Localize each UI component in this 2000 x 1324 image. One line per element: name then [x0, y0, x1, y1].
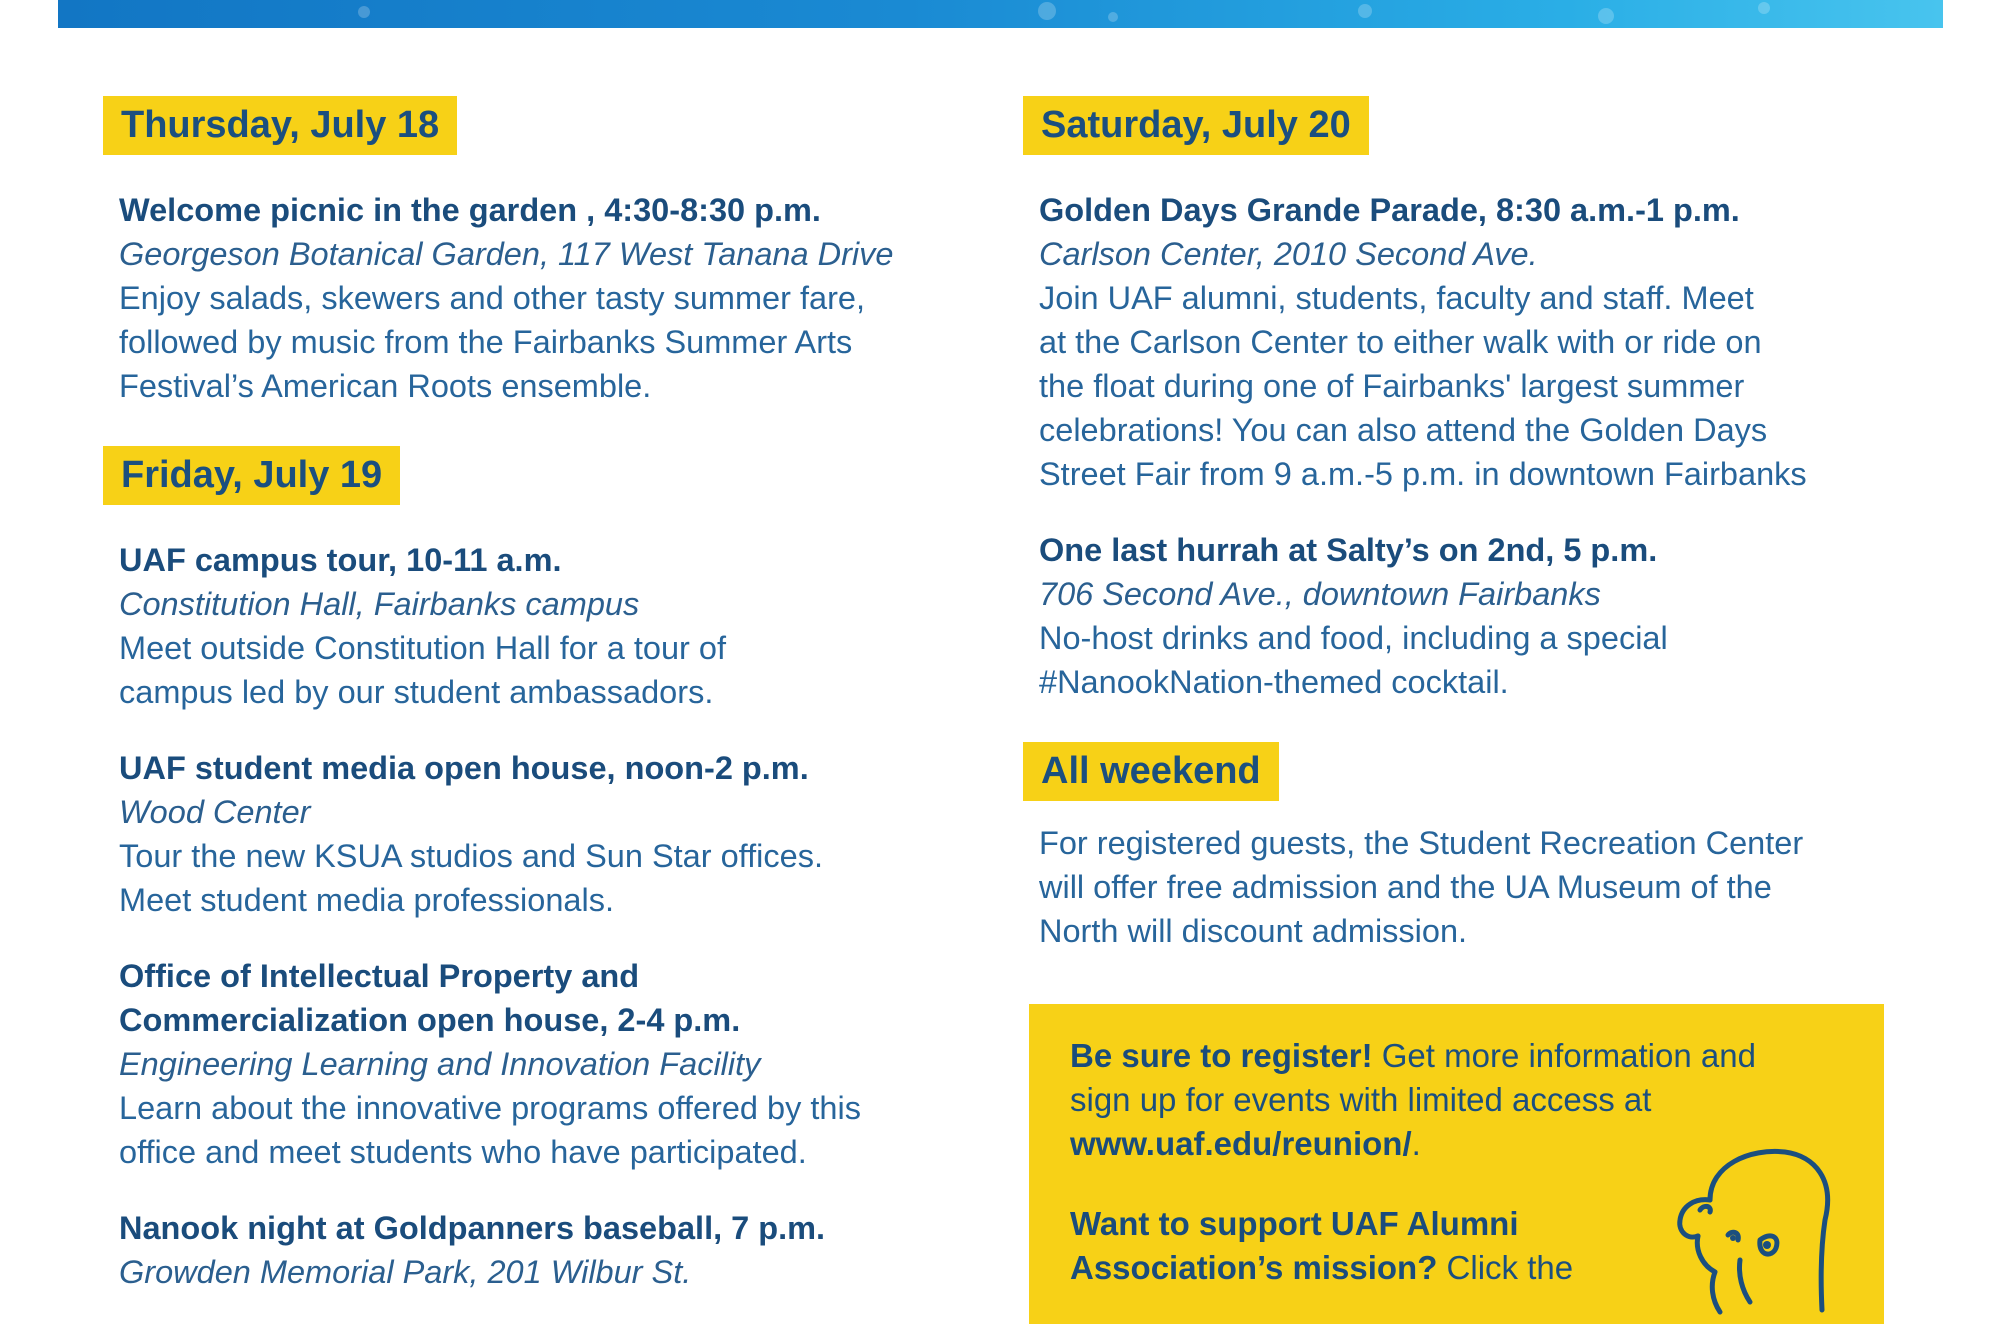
event-location: 706 Second Ave., downtown Fairbanks	[1039, 576, 1601, 612]
event-location: Wood Center	[119, 794, 311, 830]
register-callout: Be sure to register! Get more information and sign up for events with limited access at www.uaf.edu/reunion/. Want to support UAF Alumni Association’s mission? Click the	[1029, 1004, 1884, 1324]
register-link[interactable]: www.uaf.edu/reunion/	[1070, 1125, 1412, 1162]
register-heading: Be sure to register!	[1070, 1037, 1373, 1074]
day-heading-friday: Friday, July 19	[103, 446, 400, 505]
event-location: Carlson Center, 2010 Second Ave.	[1039, 236, 1538, 272]
nanook-bear-icon	[1640, 1140, 1850, 1320]
event-title: Golden Days Grande Parade, 8:30 a.m.-1 p.m.	[1039, 192, 1740, 228]
event-location: Constitution Hall, Fairbanks campus	[119, 586, 640, 622]
event-title: UAF student media open house, noon-2 p.m.	[119, 750, 809, 786]
support-heading-line2: Association’s mission?	[1070, 1249, 1438, 1286]
day-heading-thursday: Thursday, July 18	[103, 96, 457, 155]
day-heading-saturday: Saturday, July 20	[1023, 96, 1369, 155]
event-description: No-host drinks and food, including a special #NanookNation-themed cocktail.	[1039, 620, 1668, 700]
event-saltys-hurrah	[1023, 528, 1923, 704]
event-location: Engineering Learning and Innovation Facility	[119, 1046, 761, 1082]
event-description: For registered guests, the Student Recreation Center will offer free admission and the UA Museum of the North will discount admission.	[1039, 825, 1804, 949]
event-description: Learn about the innovative programs offered by this office and meet students who have participated.	[119, 1090, 861, 1170]
event-description: Enjoy salads, skewers and other tasty summer fare, followed by music from the Fairbanks Summer Arts Festival’s American Roots ensemble.	[119, 280, 866, 404]
event-title: Nanook night at Goldpanners baseball, 7 p.m.	[119, 1210, 826, 1246]
event-ip-open-house	[103, 954, 983, 1174]
left-column	[103, 96, 983, 1294]
support-text: Click the	[1437, 1249, 1574, 1286]
event-welcome-picnic	[103, 188, 983, 408]
event-location: Georgeson Botanical Garden, 117 West Tanana Drive	[119, 236, 894, 272]
event-description: Meet outside Constitution Hall for a tour of campus led by our student ambassadors.	[119, 630, 726, 710]
event-goldpanners-baseball	[103, 1206, 983, 1294]
event-campus-tour	[103, 538, 983, 714]
event-title: One last hurrah at Salty’s on 2nd, 5 p.m.	[1039, 532, 1658, 568]
support-heading: Want to support UAF Alumni	[1070, 1205, 1519, 1242]
top-banner	[58, 0, 1943, 28]
event-title: UAF campus tour, 10-11 a.m.	[119, 542, 562, 578]
event-student-media-open-house	[103, 746, 983, 922]
day-heading-all-weekend: All weekend	[1023, 742, 1279, 801]
register-text-line2: sign up for events with limited access at	[1070, 1081, 1652, 1118]
event-title: Welcome picnic in the garden , 4:30-8:30 p.m.	[119, 192, 821, 228]
event-all-weekend	[1023, 821, 1923, 953]
register-text: Get more information and	[1372, 1037, 1756, 1074]
event-title: Office of Intellectual Property and Commercialization open house, 2-4 p.m.	[119, 958, 741, 1038]
event-location: Growden Memorial Park, 201 Wilbur St.	[119, 1254, 692, 1290]
event-description: Tour the new KSUA studios and Sun Star offices. Meet student media professionals.	[119, 838, 823, 918]
event-description: Join UAF alumni, students, faculty and staff. Meet at the Carlson Center to either walk with or ride on the float during one of Fairbanks' largest summer celebrations! You can also attend the Golden Days Street Fair from 9 a.m.-5 p.m. in downtown Fairbanks	[1039, 280, 1807, 492]
right-column	[1023, 96, 1923, 953]
event-golden-days-parade	[1023, 188, 1923, 496]
